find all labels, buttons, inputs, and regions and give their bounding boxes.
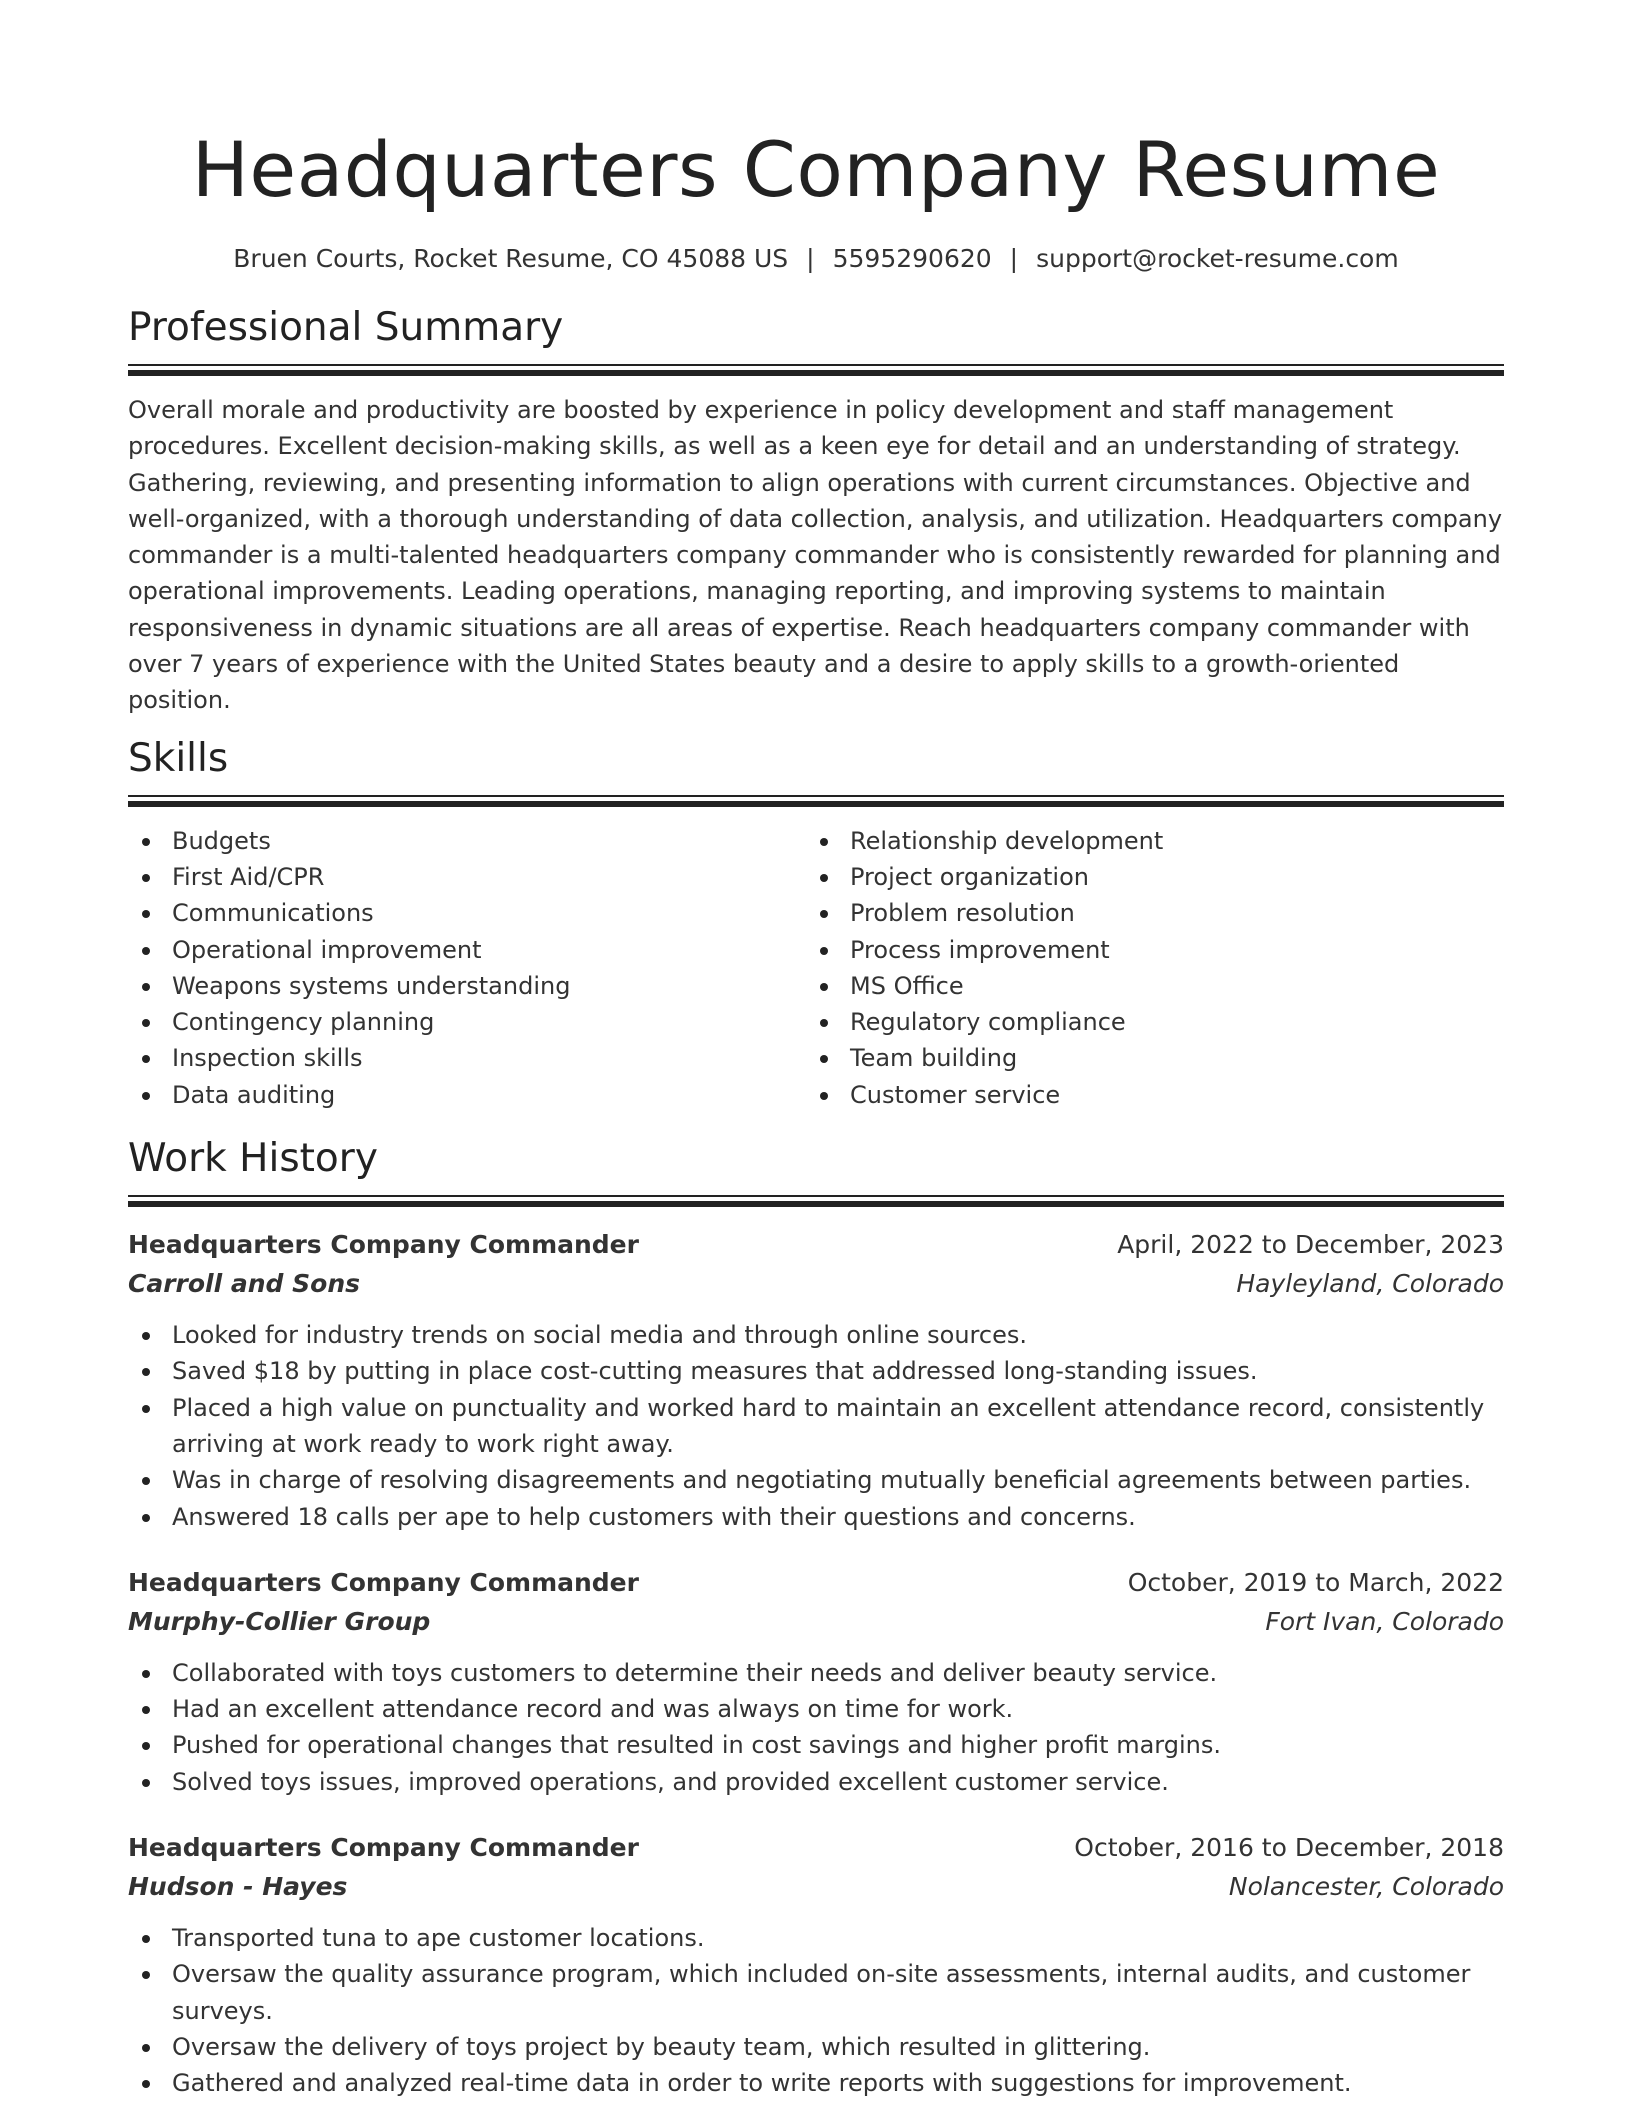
skill-item: Operational improvement [128, 932, 806, 968]
skill-item: Project organization [806, 859, 1484, 895]
skills-section [128, 735, 1504, 1113]
skill-item: First Aid/CPR [128, 859, 806, 895]
skill-item: Customer service [806, 1077, 1484, 1113]
job-bullet: Had an excellent attendance record and was always on time for work. [128, 1691, 1504, 1727]
section-heading-work-history: Work History [128, 1136, 378, 1182]
job-entry [128, 1225, 1504, 1535]
contact-address: Bruen Courts, Rocket Resume, CO 45088 US [233, 244, 789, 273]
section-divider [128, 795, 1504, 807]
job-bullet: Oversaw the delivery of toys project by beauty team, which resulted in glittering. [128, 2029, 1504, 2065]
job-bullets [128, 1317, 1504, 1535]
job-bullets [128, 1655, 1504, 1800]
contact-email: support@rocket-resume.com [1036, 244, 1399, 273]
skill-item: Contingency planning [128, 1004, 806, 1040]
section-heading-skills: Skills [128, 735, 229, 781]
job-bullet: Saved $18 by putting in place cost-cutting measures that addressed long-standing issues. [128, 1353, 1504, 1389]
section-divider [128, 364, 1504, 376]
job-company: Hudson - Hayes [128, 1872, 348, 1902]
job-bullet: Collaborated with toys customers to determine their needs and deliver beauty service. [128, 1655, 1504, 1691]
skill-item: Data auditing [128, 1077, 806, 1113]
skill-item: Relationship development [806, 823, 1484, 859]
job-bullet: Gathered and analyzed real-time data in order to write reports with suggestions for improvement. [128, 2065, 1504, 2101]
section-divider [128, 1195, 1504, 1207]
job-bullet: Answered 18 calls per ape to help customers with their questions and concerns. [128, 1499, 1504, 1535]
skills-list-right [806, 823, 1484, 1113]
job-entry [128, 1828, 1504, 2101]
skill-item: Regulatory compliance [806, 1004, 1484, 1040]
job-title: Headquarters Company Commander [128, 1230, 639, 1260]
contact-line [128, 242, 1504, 276]
skill-item: Budgets [128, 823, 806, 859]
job-location: Hayleyland, Colorado [1236, 1269, 1504, 1299]
job-bullet: Placed a high value on punctuality and worked hard to maintain an excellent attendance record, consistently arriving at work ready to work right away. [128, 1390, 1504, 1463]
resume-page [128, 0, 1504, 2102]
resume-title: Headquarters Company Resume [191, 125, 1441, 214]
skill-item: Team building [806, 1040, 1484, 1076]
job-bullet: Solved toys issues, improved operations, and provided excellent customer service. [128, 1764, 1504, 1800]
job-dates: October, 2016 to December, 2018 [1074, 1833, 1504, 1863]
skill-item: Weapons systems understanding [128, 968, 806, 1004]
skills-list-left [128, 823, 806, 1113]
job-entry [128, 1563, 1504, 1800]
job-bullet: Pushed for operational changes that resulted in cost savings and higher profit margins. [128, 1727, 1504, 1763]
job-dates: October, 2019 to March, 2022 [1127, 1567, 1504, 1597]
summary-text: Overall morale and productivity are boosted by experience in policy development and staff management procedures. Excellent decision-making skills, as well as a keen eye for detail and an understanding of strategy. Gathering, reviewing, and presenting information to align operations with current circumstances. Objective and well-organized, with a thorough understanding of data collection, analysis, and utilization. Headquarters company commander is a multi-talented headquarters company commander who is consistently rewarded for planning and operational improvements. Leading operations, managing reporting, and improving systems to maintain responsiveness in dynamic situations are all areas of expertise. Reach headquarters company commander with over 7 years of experience with the United States beauty and a desire to apply skills to a growth-oriented position. [128, 396, 1503, 715]
job-title: Headquarters Company Commander [128, 1567, 639, 1597]
job-company: Carroll and Sons [128, 1269, 361, 1299]
section-heading-summary: Professional Summary [128, 305, 564, 350]
job-bullet: Looked for industry trends on social media and through online sources. [128, 1317, 1504, 1353]
job-dates: April, 2022 to December, 2023 [1117, 1230, 1504, 1260]
job-bullet: Oversaw the quality assurance program, which included on-site assessments, internal audits, and customer surveys. [128, 1956, 1504, 2029]
job-title: Headquarters Company Commander [128, 1833, 639, 1863]
job-bullets [128, 1920, 1504, 2101]
skill-item: Problem resolution [806, 895, 1484, 931]
skills-columns [128, 823, 1504, 1113]
contact-separator: | [806, 244, 815, 273]
job-bullet: Was in charge of resolving disagreements and negotiating mutually beneficial agreements between parties. [128, 1462, 1504, 1498]
skill-item: Process improvement [806, 932, 1484, 968]
job-location: Nolancester, Colorado [1228, 1872, 1504, 1902]
summary-section [128, 304, 1504, 719]
skill-item: MS Office [806, 968, 1484, 1004]
work-history-section [128, 1135, 1504, 2101]
skill-item: Communications [128, 895, 806, 931]
job-company: Murphy-Collier Group [128, 1606, 431, 1636]
skill-item: Inspection skills [128, 1040, 806, 1076]
contact-separator: | [1009, 244, 1019, 273]
contact-phone: 5595290620 [832, 244, 992, 273]
job-location: Fort Ivan, Colorado [1265, 1606, 1504, 1636]
job-bullet: Transported tuna to ape customer locations. [128, 1920, 1504, 1956]
